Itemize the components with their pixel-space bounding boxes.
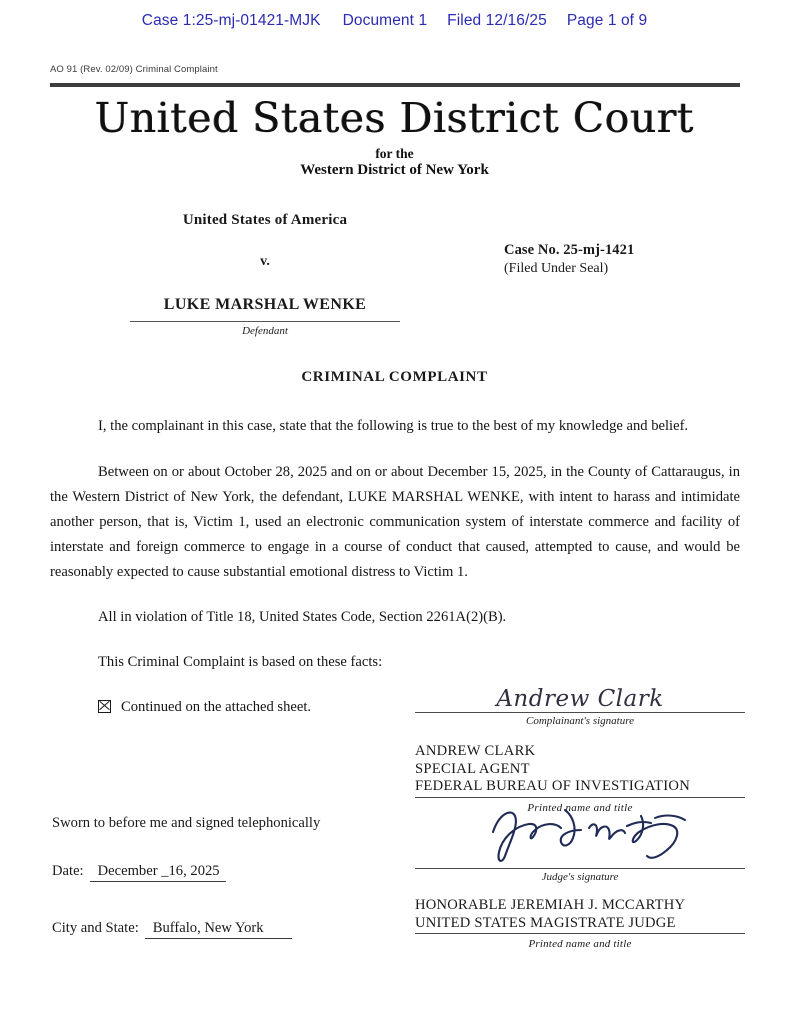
complainant-agency: FEDERAL BUREAU OF INVESTIGATION bbox=[415, 778, 745, 798]
ao-form-number: AO 91 (Rev. 02/09) Criminal Complaint bbox=[50, 64, 218, 75]
header-divider-rule bbox=[50, 83, 740, 87]
ecf-page-number: Page 1 of 9 bbox=[566, 12, 648, 29]
checked-checkbox-icon[interactable] bbox=[98, 700, 111, 713]
court-for-the-label: for the bbox=[375, 146, 414, 161]
caption-versus: v. bbox=[260, 254, 270, 269]
caption-case-number-block bbox=[504, 242, 764, 277]
judge-printed-caption: Printed name and title bbox=[528, 938, 632, 950]
judge-signature-block bbox=[415, 808, 745, 954]
date-label: Date: bbox=[52, 863, 84, 879]
date-value[interactable]: December _16, 2025 bbox=[90, 863, 226, 882]
sworn-statement: Sworn to before me and signed telephonically bbox=[52, 815, 321, 831]
complainant-signature-caption: Complainant's signature bbox=[526, 715, 634, 727]
ecf-filed-date: Filed 12/16/25 bbox=[447, 12, 547, 29]
judge-signature-rule bbox=[415, 868, 745, 869]
document-body bbox=[50, 414, 740, 720]
caption-seal-status: (Filed Under Seal) bbox=[504, 261, 609, 276]
city-state-field-row bbox=[52, 920, 292, 939]
city-state-value[interactable]: Buffalo, New York bbox=[145, 920, 292, 939]
caption-defendant-rule bbox=[130, 321, 400, 322]
judge-printed-block bbox=[415, 897, 745, 954]
complainant-printed-name: ANDREW CLARK bbox=[415, 743, 536, 759]
oath-paragraph: I, the complainant in this case, state that the following is true to the best of my knowledge and belief. bbox=[98, 418, 689, 434]
judge-signature-ink-icon bbox=[485, 804, 705, 866]
judge-printed-name: HONORABLE JEREMIAH J. MCCARTHY bbox=[415, 897, 686, 913]
judge-signature-mark bbox=[415, 808, 745, 868]
caption-defendant-label: Defendant bbox=[242, 325, 288, 337]
date-field-row bbox=[52, 863, 226, 882]
ecf-filing-header bbox=[0, 12, 789, 30]
violation-paragraph: All in violation of Title 18, United States Code, Section 2261A(2)(B). bbox=[98, 609, 507, 625]
court-title: United States District Court bbox=[94, 94, 695, 142]
document-heading: CRIMINAL COMPLAINT bbox=[301, 369, 488, 385]
caption-defendant-name: LUKE MARSHAL WENKE bbox=[163, 296, 367, 313]
ecf-document-number: Document 1 bbox=[342, 12, 428, 29]
ecf-case-number: Case 1:25-mj-01421-MJK bbox=[141, 12, 321, 29]
caption-plaintiff: United States of America bbox=[182, 212, 348, 228]
caption-case-number: Case No. 25-mj-1421 bbox=[504, 242, 635, 258]
city-state-label: City and State: bbox=[52, 920, 139, 936]
complainant-title: SPECIAL AGENT bbox=[415, 760, 530, 777]
court-district-name: Western District of New York bbox=[300, 162, 489, 178]
complainant-signature-block bbox=[415, 686, 745, 817]
complainant-printed-caption: Printed name and title bbox=[527, 801, 633, 814]
judge-signature-caption: Judge's signature bbox=[541, 871, 619, 883]
charging-paragraph: Between on or about October 28, 2025 and on or about December 15, 2025, in the County of Cattaraugus, in the Western District of New York, the defendant, LUKE MARSHAL WENKE, with intent to harass and intimidate another person, that is, Victim 1, used an electronic communication system of interstate commerce and facility of interstate and foreign commerce to engage in a course of conduct that caused, attempted to cause, and would be reasonably expected to cause substantial emotional distress to Victim 1. bbox=[50, 464, 740, 580]
caption-parties-block bbox=[130, 212, 400, 337]
continued-attached-sheet-label: Continued on the attached sheet. bbox=[121, 699, 312, 715]
basis-paragraph: This Criminal Complaint is based on these facts: bbox=[98, 654, 383, 670]
judge-title: UNITED STATES MAGISTRATE JUDGE bbox=[415, 915, 745, 935]
complainant-signature-mark: Andrew Clark bbox=[496, 686, 664, 712]
complainant-signature-rule bbox=[415, 712, 745, 713]
